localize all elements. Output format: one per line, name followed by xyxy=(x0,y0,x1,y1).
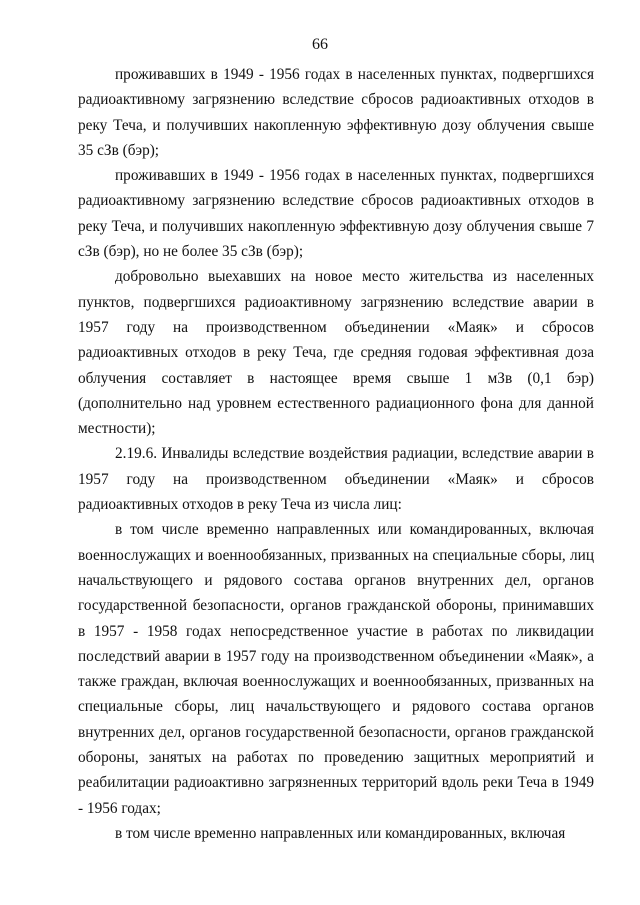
paragraph-5: в том числе временно направленных или командированных, включая военнослужащих и военнообязанных, призванных на специальные сборы, лиц начальствующего и рядового состава органов внутренних дел, органов государственной безопасности, органов гражданской обороны, принимавших в 1957 - 1958 годах непосредственное участие в работах по ликвидации последствий аварии в 1957 году на производственном объединении «Маяк», а также граждан, включая военнослужащих и военнообязанных, призванных на специальные сборы, лиц начальствующего и рядового состава органов внутренних дел, органов государственной безопасности, органов гражданской обороны, занятых на работах по проведению защитных мероприятий и реабилитации радиоактивно загрязненных территорий вдоль реки Теча в 1949 - 1956 годах; xyxy=(78,521,594,817)
paragraph-3: добровольно выехавших на новое место жительства из населенных пунктов, подвергшихся радиоактивному загрязнению вследствие аварии в 1957 году на производственном объединении «Маяк» и сбросов радиоактивных отходов в реку Теча, где средняя годовая эффективная доза облучения составляет в настоящее время свыше 1 мЗв (0,1 бэр) (дополнительно над уровнем естественного радиационного фона для данной местности); xyxy=(78,268,594,438)
paragraph-1: проживавших в 1949 - 1956 годах в населенных пунктах, подвергшихся радиоактивному загрязнению вследствие сбросов радиоактивных отходов в реку Теча, и получивших накопленную эффективную дозу облучения свыше 35 сЗв (бэр); xyxy=(78,66,594,159)
paragraph-2: проживавших в 1949 - 1956 годах в населенных пунктах, подвергшихся радиоактивному загрязнению вследствие сбросов радиоактивных отходов в реку Теча, и получивших накопленную эффективную дозу облучения свыше 7 сЗв (бэр), но не более 35 сЗв (бэр); xyxy=(78,167,594,261)
document-body xyxy=(78,62,594,846)
paragraph-section-2-19-6: 2.19.6. Инвалиды вследствие воздействия радиации, вследствие аварии в 1957 году на производственном объединении «Маяк» и сбросов радиоактивных отходов в реку Теча из числа лиц: xyxy=(78,445,594,514)
page-number: 66 xyxy=(312,36,328,53)
paragraph-6: в том числе временно направленных или командированных, включая xyxy=(115,824,566,842)
